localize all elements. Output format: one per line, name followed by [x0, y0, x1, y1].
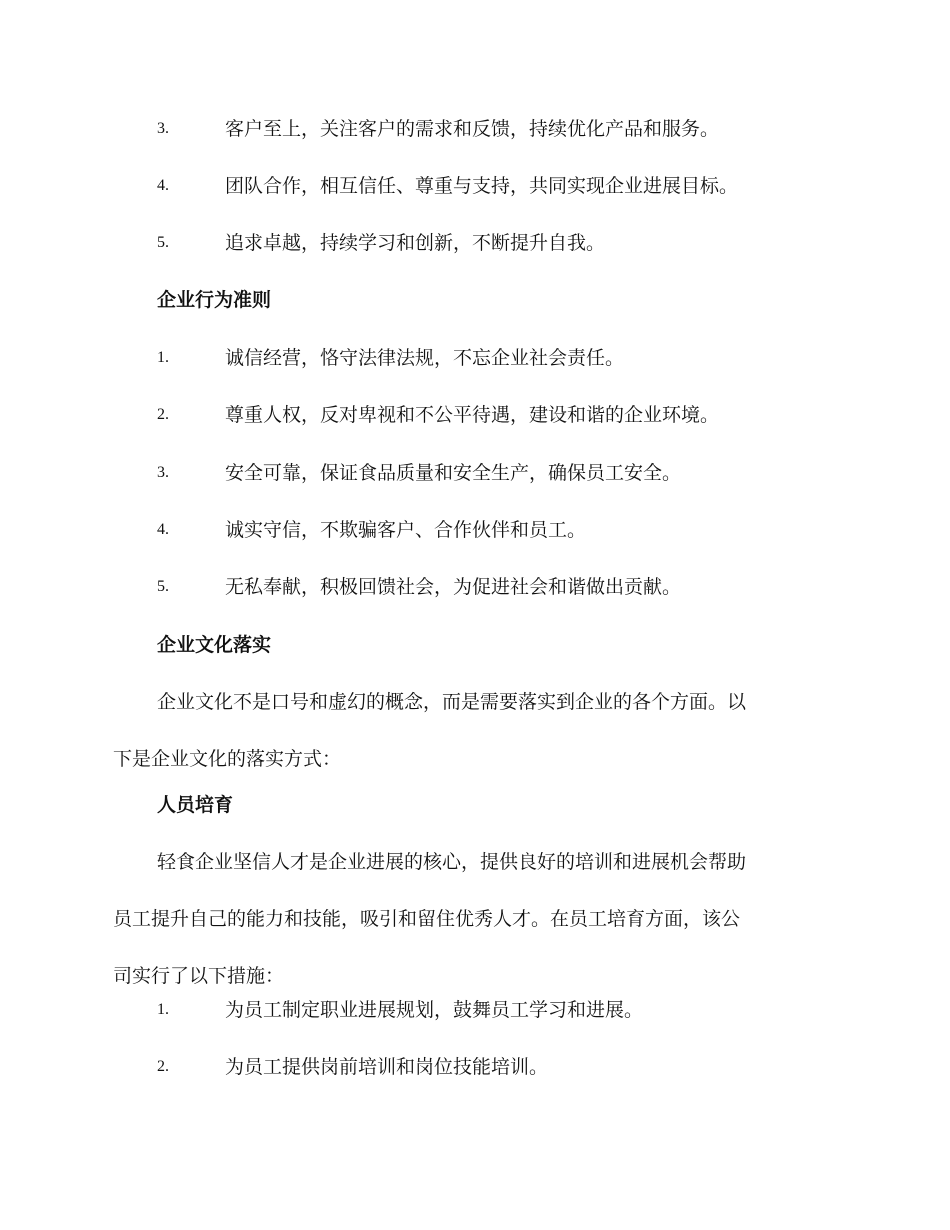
- list-item-number: 5.: [157, 578, 169, 595]
- paragraph-line: 司实行了以下措施：: [113, 965, 285, 987]
- list-item-number: 1.: [157, 1001, 169, 1018]
- list-item: [0, 1053, 950, 1083]
- list-item-number: 4.: [157, 177, 169, 194]
- list-item-text: 客户至上，关注客户的需求和反馈，持续优化产品和服务。: [225, 118, 720, 140]
- list-item-text: 尊重人权，反对卑视和不公平待遇，建设和谐的企业环境。: [225, 404, 720, 426]
- list-item: [0, 229, 950, 259]
- list-item: [0, 516, 950, 546]
- list-item-text: 诚实守信，不欺骗客户、合作伙伴和员工。: [225, 519, 587, 541]
- list-item: [0, 573, 950, 603]
- list-item-text: 诚信经营，恪守法律法规，不忘企业社会责任。: [225, 347, 625, 369]
- list-item-number: 4.: [157, 521, 169, 538]
- section-heading-conduct: 企业行为准则: [157, 289, 272, 311]
- paragraph-line: 企业文化不是口号和虚幻的概念，而是需要落实到企业的各个方面。以: [157, 691, 747, 713]
- list-item-text: 安全可靠，保证食品质量和安全生产，确保员工安全。: [225, 462, 682, 484]
- paragraph-line: 轻食企业坚信人才是企业进展的核心，提供良好的培训和进展机会帮助: [157, 851, 747, 873]
- list-item: [0, 115, 950, 145]
- list-item-number: 2.: [157, 406, 169, 423]
- section-heading-culture: 企业文化落实: [157, 634, 272, 656]
- list-item: [0, 459, 950, 489]
- paragraph-line: 下是企业文化的落实方式：: [113, 748, 342, 770]
- paragraph-training: [113, 848, 833, 1019]
- list-item: [0, 172, 950, 202]
- list-item-text: 无私奉献，积极回馈社会，为促进社会和谐做出贡献。: [225, 576, 682, 598]
- list-item-number: 2.: [157, 1058, 169, 1075]
- list-item: [0, 401, 950, 431]
- list-item-number: 1.: [157, 349, 169, 366]
- list-item-text: 为员工提供岗前培训和岗位技能培训。: [225, 1056, 549, 1078]
- list-item-text: 追求卓越，持续学习和创新，不断提升自我。: [225, 232, 606, 254]
- list-item-number: 3.: [157, 120, 169, 137]
- list-item: [0, 996, 950, 1026]
- section-heading-training: 人员培育: [157, 794, 234, 816]
- list-item-text: 为员工制定职业进展规划，鼓舞员工学习和进展。: [225, 999, 644, 1021]
- paragraph-culture: [113, 688, 833, 802]
- list-item-number: 3.: [157, 464, 169, 481]
- list-item-number: 5.: [157, 234, 169, 251]
- list-item: [0, 344, 950, 374]
- paragraph-line: 员工提升自己的能力和技能，吸引和留住优秀人才。在员工培育方面，该公: [113, 908, 741, 930]
- list-item-text: 团队合作，相互信任、尊重与支持，共同实现企业进展目标。: [225, 175, 739, 197]
